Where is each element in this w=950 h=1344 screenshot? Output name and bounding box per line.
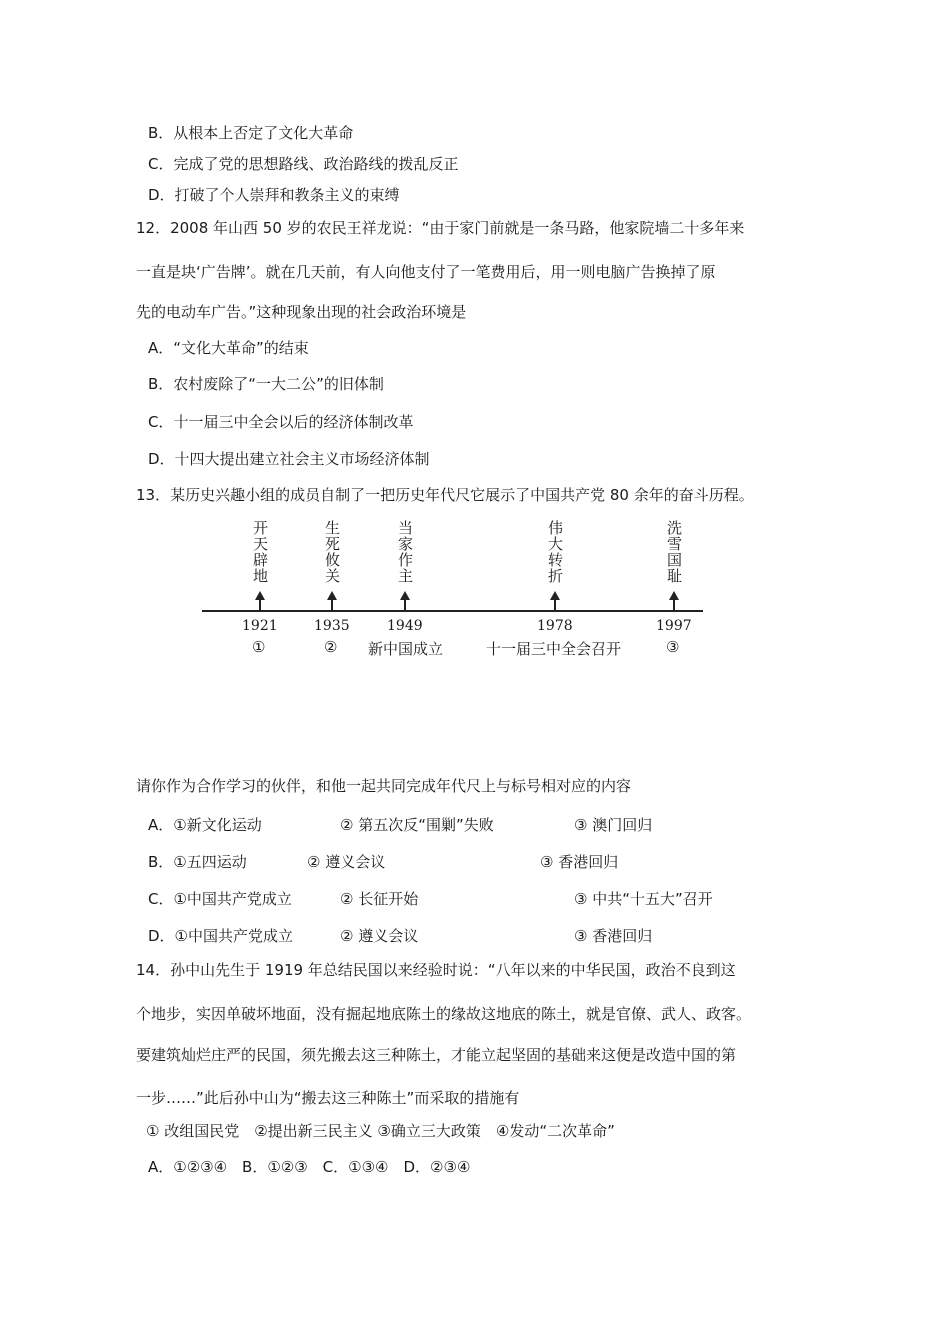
q11-option-b: B．从根本上否定了文化大革命 [148, 124, 354, 142]
timeline-label-text: 当家作主 [396, 520, 414, 584]
option-part: D．①中国共产党成立 [148, 927, 293, 945]
timeline-label-1949 [395, 520, 415, 587]
option-part: B．①五四运动 [148, 853, 247, 871]
option-part: ② 遵义会议 [340, 927, 419, 945]
q14-items: ① 改组国民党 ②提出新三民主义 ③确立三大政策 ④发动“二次革命” [146, 1122, 615, 1140]
timeline-axis [200, 520, 720, 665]
timeline-label-text: 洗雪国耻 [665, 520, 683, 584]
timeline-year: 1997 [656, 618, 692, 634]
q12-option-d: D．十四大提出建立社会主义市场经济体制 [148, 450, 430, 468]
timeline-label-1997 [664, 520, 684, 587]
q11-option-d: D．打破了个人崇拜和教条主义的束缚 [148, 186, 400, 204]
q11-option-c: C．完成了党的思想路线、政治路线的拨乱反正 [148, 155, 459, 173]
option-part: ③ 中共“十五大”召开 [574, 890, 713, 908]
timeline-year: 1949 [387, 618, 423, 634]
q14-choices: A．①②③④ B．①②③ C．①③④ D．②③④ [148, 1158, 471, 1176]
option-part: A．①新文化运动 [148, 816, 262, 834]
timeline-label-1921 [250, 520, 270, 587]
option-part: ② 遵义会议 [307, 853, 386, 871]
q12-option-c: C．十一届三中全会以后的经济体制改革 [148, 413, 414, 431]
q12-stem-line2: 一直是块‘广告牌’。就在几天前，有人向他支付了一笔费用后，用一则电脑广告换掉了原 [136, 263, 716, 281]
timeline-label-1978 [545, 520, 565, 587]
timeline-label-text: 生死攸关 [323, 520, 341, 584]
option-part: ③ 澳门回归 [574, 816, 653, 834]
timeline-label-text: 伟大转折 [546, 520, 564, 584]
timeline-label-text: 开天辟地 [251, 520, 269, 584]
timeline-mark: 新中国成立 [368, 640, 444, 658]
q14-stem-line3: 要建筑灿烂庄严的民国，须先搬去这三种陈土，才能立起坚固的基础来这便是改造中国的第 [136, 1046, 737, 1064]
timeline-label-1935 [322, 520, 342, 587]
q14-stem-line1: 14．孙中山先生于 1919 年总结民国以来经验时说：“八年以来的中华民国，政治不良到这 [136, 961, 736, 979]
timeline-year: 1921 [242, 618, 278, 634]
q14-stem-line4: 一步……”此后孙中山为“搬去这三种陈土”而采取的措施有 [136, 1089, 520, 1107]
q12-stem-line3: 先的电动车广告。”这种现象出现的社会政治环境是 [136, 303, 467, 321]
timeline-year: 1978 [537, 618, 573, 634]
q12-option-b: B．农村废除了“一大二公”的旧体制 [148, 375, 384, 393]
option-part: ② 第五次反“围剿”失败 [340, 816, 494, 834]
timeline-mark: ③ [666, 638, 680, 656]
q12-stem-line1: 12．2008 年山西 50 岁的农民王祥龙说：“由于家门前就是一条马路，他家院墙二十多年来 [136, 219, 745, 237]
timeline-mark: ② [324, 638, 338, 656]
timeline-mark: 十一届三中全会召开 [486, 640, 622, 658]
option-part: ③ 香港回归 [574, 927, 653, 945]
history-timeline-ruler [200, 520, 720, 665]
timeline-year: 1935 [314, 618, 350, 634]
q14-stem-line2: 个地步，实因单破坏地面，没有掘起地底陈土的缘故这地底的陈土，就是官僚、武人、政客。 [136, 1005, 752, 1023]
q12-option-a: A．“文化大革命”的结束 [148, 339, 309, 357]
option-part: ② 长征开始 [340, 890, 419, 908]
q13-prompt: 请你作为合作学习的伙伴，和他一起共同完成年代尺上与标号相对应的内容 [136, 777, 632, 795]
q13-stem: 13．某历史兴趣小组的成员自制了一把历史年代尺它展示了中国共产党 80 余年的奋斗历程。 [136, 486, 754, 504]
option-part: C．①中国共产党成立 [148, 890, 292, 908]
timeline-mark: ① [252, 638, 266, 656]
option-part: ③ 香港回归 [540, 853, 619, 871]
